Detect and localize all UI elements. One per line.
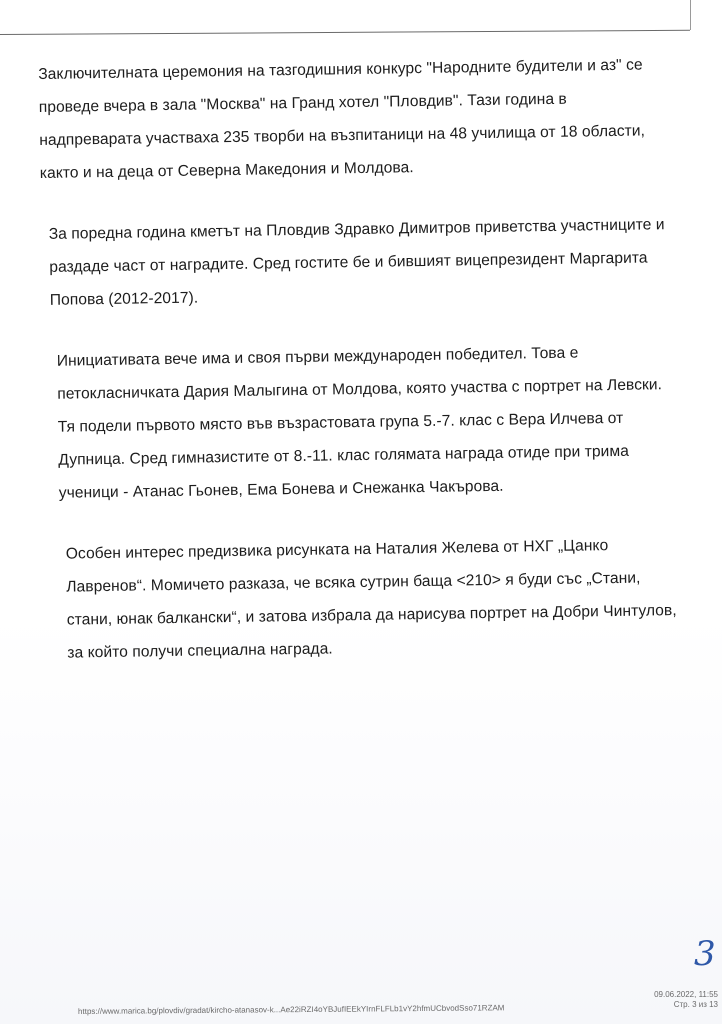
footer-meta (654, 990, 718, 1010)
paragraph-2: За поредна година кметът на Пловдив Здравко Димитров приветства участниците и раздаде част от наградите. Сред гостите бе и бившият вицепрезидент Маргарита Попова (2012-2017). (48, 216, 665, 309)
footer-url: https://www.marica.bg/plovdiv/gradat/kircho-atanasov-k...Ae22iRZI4oYBJufIEEkYIrnFLFLb1vY2hfmUCbvodSso71RZAM (78, 1003, 505, 1016)
page-edge-line (690, 0, 691, 30)
header-divider (0, 30, 690, 35)
article-body (38, 48, 678, 698)
footer-timestamp: 09.06.2022, 11:55 (654, 990, 718, 999)
footer-page-indicator: Стр. 3 из 13 (673, 1000, 718, 1009)
handwritten-page-number: 3 (694, 934, 716, 974)
paragraph-4: Особен интерес предизвика рисунката на Наталия Желева от НХГ „Цанко Лавренов“. Момичето разказа, че всяка сутрин баща <210> я буди със „Стани, стани, юнак балкански“, и затова избрала да нарисува портрет на Добри Чинтулов, за който получи специална награда. (65, 537, 677, 662)
paragraph-3: Инициативата вече има и своя първи международен победител. Това е петокласничката Дария Малыгина от Молдова, която участва с портрет на Левски. Тя подели първото място във възрастовата група 5.-7. клас с Вера Илчева от Дупница. Сред гимназистите от 8.-11. клас голямата награда отиде при трима ученици - Атанас Гьонев, Ема Бонева и Снежанка Чакърова. (56, 344, 663, 502)
paragraph-1: Заключителната церемония на тазгодишния конкурс "Народните будители и аз" се проведе вчера в зала "Москва" на Гранд хотел "Пловдив". Тази година в надпреварата участваха 235 творби на възпитаници на 48 училища от 18 области, както и на деца от Северна Македония и Молдова. (38, 56, 646, 182)
